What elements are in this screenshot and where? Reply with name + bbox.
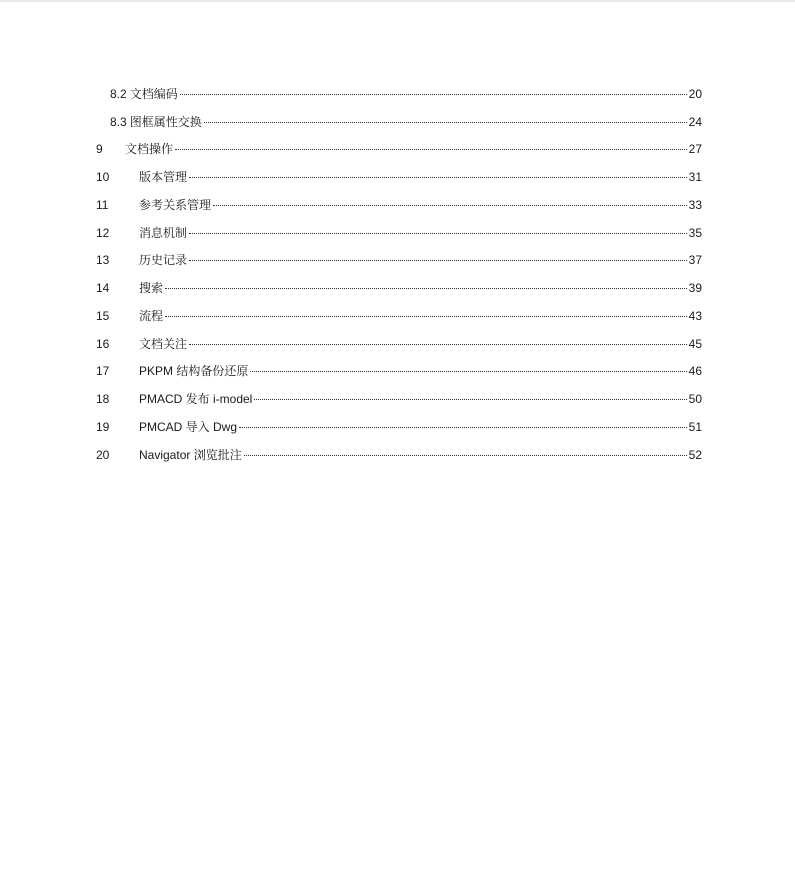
toc-entry-number: 19 xyxy=(96,420,110,434)
toc-dot-leader xyxy=(254,398,686,400)
toc-entry-page: 20 xyxy=(688,87,702,101)
toc-entry-page: 43 xyxy=(688,309,702,323)
toc-entry-number: 18 xyxy=(96,392,110,406)
toc-entry[interactable] xyxy=(96,446,702,464)
toc-dot-leader xyxy=(175,148,687,150)
toc-entry[interactable] xyxy=(96,307,702,325)
toc-entry-page: 27 xyxy=(688,142,702,156)
toc-entry[interactable] xyxy=(96,390,702,408)
toc-entry-number: 16 xyxy=(96,337,110,351)
toc-dot-leader xyxy=(189,232,687,234)
toc-entry[interactable] xyxy=(96,418,702,436)
toc-entry-page: 50 xyxy=(688,392,702,406)
toc-entry[interactable] xyxy=(96,140,702,158)
toc-dot-leader xyxy=(244,454,687,456)
toc-entry-number: 20 xyxy=(96,448,110,462)
toc-dot-leader xyxy=(165,287,687,289)
toc-entry-number: 15 xyxy=(96,309,110,323)
toc-dot-leader xyxy=(189,176,687,178)
toc-entry-page: 51 xyxy=(688,420,702,434)
toc-dot-leader xyxy=(239,426,687,428)
toc-entry-number: 12 xyxy=(96,226,110,240)
toc-entry-title: 参考关系管理 xyxy=(139,198,212,212)
toc-dot-leader xyxy=(250,370,686,372)
toc-entry-title: 文档关注 xyxy=(139,337,188,351)
toc-entry[interactable] xyxy=(96,224,702,242)
toc-entry-title: 消息机制 xyxy=(139,226,188,240)
toc-entry[interactable] xyxy=(96,335,702,353)
toc-entry-page: 24 xyxy=(688,115,702,129)
toc-entry[interactable] xyxy=(96,279,702,297)
toc-entry-number: 13 xyxy=(96,253,110,267)
toc-entry[interactable] xyxy=(96,196,702,214)
toc-entry-title: 文档操作 xyxy=(125,142,174,156)
toc-entry-title: 搜索 xyxy=(139,281,164,295)
toc-entry-number: 8.2 xyxy=(110,87,127,101)
toc-dot-leader xyxy=(213,204,687,206)
toc-entry-page: 37 xyxy=(688,253,702,267)
toc-entry-title: 文档编码 xyxy=(129,87,178,101)
toc-entry[interactable] xyxy=(96,362,702,380)
toc-entry-title: 图框属性交换 xyxy=(129,115,202,129)
toc-entry[interactable] xyxy=(96,168,702,186)
toc-entry-title: 历史记录 xyxy=(139,253,188,267)
toc-entry-title: PMCAD 导入 Dwg xyxy=(139,420,238,434)
toc-entry-page: 35 xyxy=(688,226,702,240)
toc-entry-number: 17 xyxy=(96,364,110,378)
toc-entry-page: 39 xyxy=(688,281,702,295)
toc-dot-leader xyxy=(165,315,687,317)
toc-entry[interactable] xyxy=(110,85,702,103)
toc-dot-leader xyxy=(180,93,687,95)
toc-entry-title: 版本管理 xyxy=(139,170,188,184)
toc-entry-number: 9 xyxy=(96,142,103,156)
toc-entry-title: PMACD 发布 i-model xyxy=(139,392,253,406)
toc-entry-page: 31 xyxy=(688,170,702,184)
toc-entry-number: 11 xyxy=(96,198,109,212)
toc-dot-leader xyxy=(204,121,687,123)
toc-entry-number: 10 xyxy=(96,170,110,184)
toc-entry-title: Navigator 浏览批注 xyxy=(139,448,242,462)
toc-entry-page: 46 xyxy=(688,364,702,378)
toc-entry-title: PKPM 结构备份还原 xyxy=(139,364,249,378)
toc-entry-page: 33 xyxy=(688,198,702,212)
toc-entry-page: 52 xyxy=(688,448,702,462)
toc-entry-page: 45 xyxy=(688,337,702,351)
toc-entry-title: 流程 xyxy=(139,309,164,323)
toc-dot-leader xyxy=(189,259,687,261)
toc-entry-number: 8.3 xyxy=(110,115,127,129)
toc-dot-leader xyxy=(189,343,687,345)
toc-entry[interactable] xyxy=(96,251,702,269)
toc-entry-number: 14 xyxy=(96,281,110,295)
toc-entry[interactable] xyxy=(110,113,702,131)
